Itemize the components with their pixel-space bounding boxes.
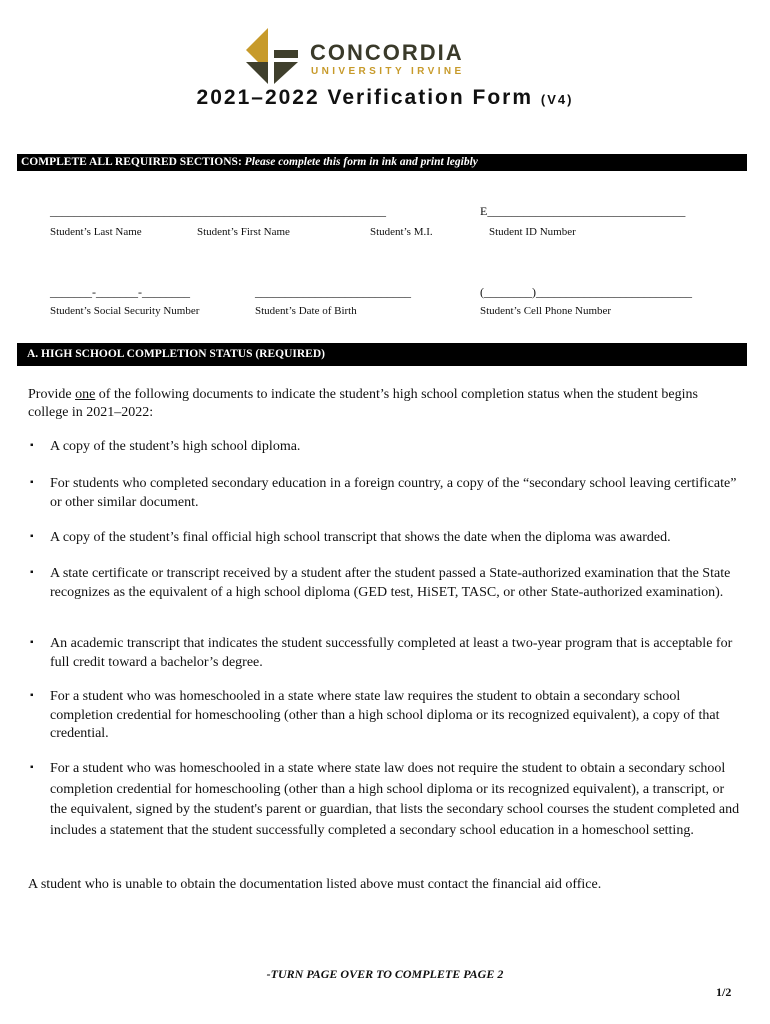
bullet-marker: ▪ (30, 690, 34, 701)
bullet-marker: ▪ (30, 567, 34, 578)
bullet-item: For a student who was homeschooled in a state where state law does not require the student to obtain a secondary school completion credential for homeschooling (other than a high school diploma or its recognized equivalent), a transcript, or the equivalent, signed by the student's parent or guardian, that lists the secondary school courses the student completed and includes a statement that the student successfully completed a secondary school education in a homeschool setting. (50, 761, 740, 838)
logo-subtitle: UNIVERSITY IRVINE (311, 66, 465, 77)
concordia-logo-mark-icon (244, 28, 298, 84)
intro-post: of the following documents to indicate the student’s high school completion status when the student begins college in 2021–2022: (28, 387, 698, 420)
bullet-item: A copy of the student’s high school diploma. (50, 439, 301, 454)
bullet-item: A copy of the student’s final official high school transcript that shows the date when the diploma was awarded. (50, 530, 671, 545)
student-id-line[interactable]: E_________________________________ (480, 204, 686, 218)
bullet-marker: ▪ (30, 477, 34, 488)
mi-label: Student’s M.I. (370, 226, 433, 238)
bullet-marker: ▪ (30, 637, 34, 648)
bullet-item: A state certificate or transcript received by a student after the student passed a State-authorized examination that the State recognizes as the equivalent of a high school diploma (GED test, HiSET, TASC, or other State-authorized examination). (50, 566, 731, 600)
intro-pre: Provide (28, 387, 76, 402)
title-version: (V4) (540, 92, 574, 107)
student-id-label: Student ID Number (489, 226, 576, 238)
ssn-label: Student’s Social Security Number (50, 305, 200, 317)
dob-label: Student’s Date of Birth (255, 305, 357, 317)
bullet-item: An academic transcript that indicates the student successfully completed at least a two-year program that is acceptable for full credit toward a bachelor’s degree. (50, 636, 733, 670)
phone-label: Student’s Cell Phone Number (480, 305, 612, 317)
turn-page-note: -TURN PAGE OVER TO COMPLETE PAGE 2 (266, 967, 504, 981)
dob-line[interactable]: __________________________ (255, 285, 411, 299)
page-title (0, 86, 770, 110)
intro-underlined: one (75, 387, 96, 402)
bullet-item: For students who completed secondary education in a foreign country, a copy of the “secondary school leaving certificate” or other similar document. (50, 476, 737, 510)
ssn-line[interactable]: _______-_______-________ (50, 285, 190, 299)
phone-line[interactable]: (________)__________________________ (480, 285, 692, 299)
last-name-label: Student’s Last Name (50, 226, 142, 238)
intro-paragraph (28, 386, 728, 422)
title-main: 2021–2022 Verification Form (196, 86, 534, 109)
bullet-item: For a student who was homeschooled in a state where state law requires the student to obtain a secondary school completion credential for homeschooling (other than a high school diploma or its recognized equivalent), a copy of that credential. (50, 689, 720, 741)
bullet-marker: ▪ (30, 762, 34, 773)
banner-italic: Please complete this form in ink and print legibly (244, 156, 478, 168)
page-number: 1/2 (716, 985, 732, 999)
bullet-marker: ▪ (30, 531, 34, 542)
section-a-heading: A. HIGH SCHOOL COMPLETION STATUS (REQUIRED) (17, 343, 747, 366)
first-name-label: Student’s First Name (197, 226, 290, 238)
name-line[interactable]: ________________________________________________________ (50, 204, 386, 218)
logo-name: CONCORDIA (310, 40, 464, 65)
banner-bold: COMPLETE ALL REQUIRED SECTIONS: (21, 156, 242, 168)
closing-paragraph: A student who is unable to obtain the documentation listed above must contact the financial aid office. (28, 877, 602, 892)
bullet-marker: ▪ (30, 440, 34, 451)
required-sections-banner (17, 154, 747, 171)
